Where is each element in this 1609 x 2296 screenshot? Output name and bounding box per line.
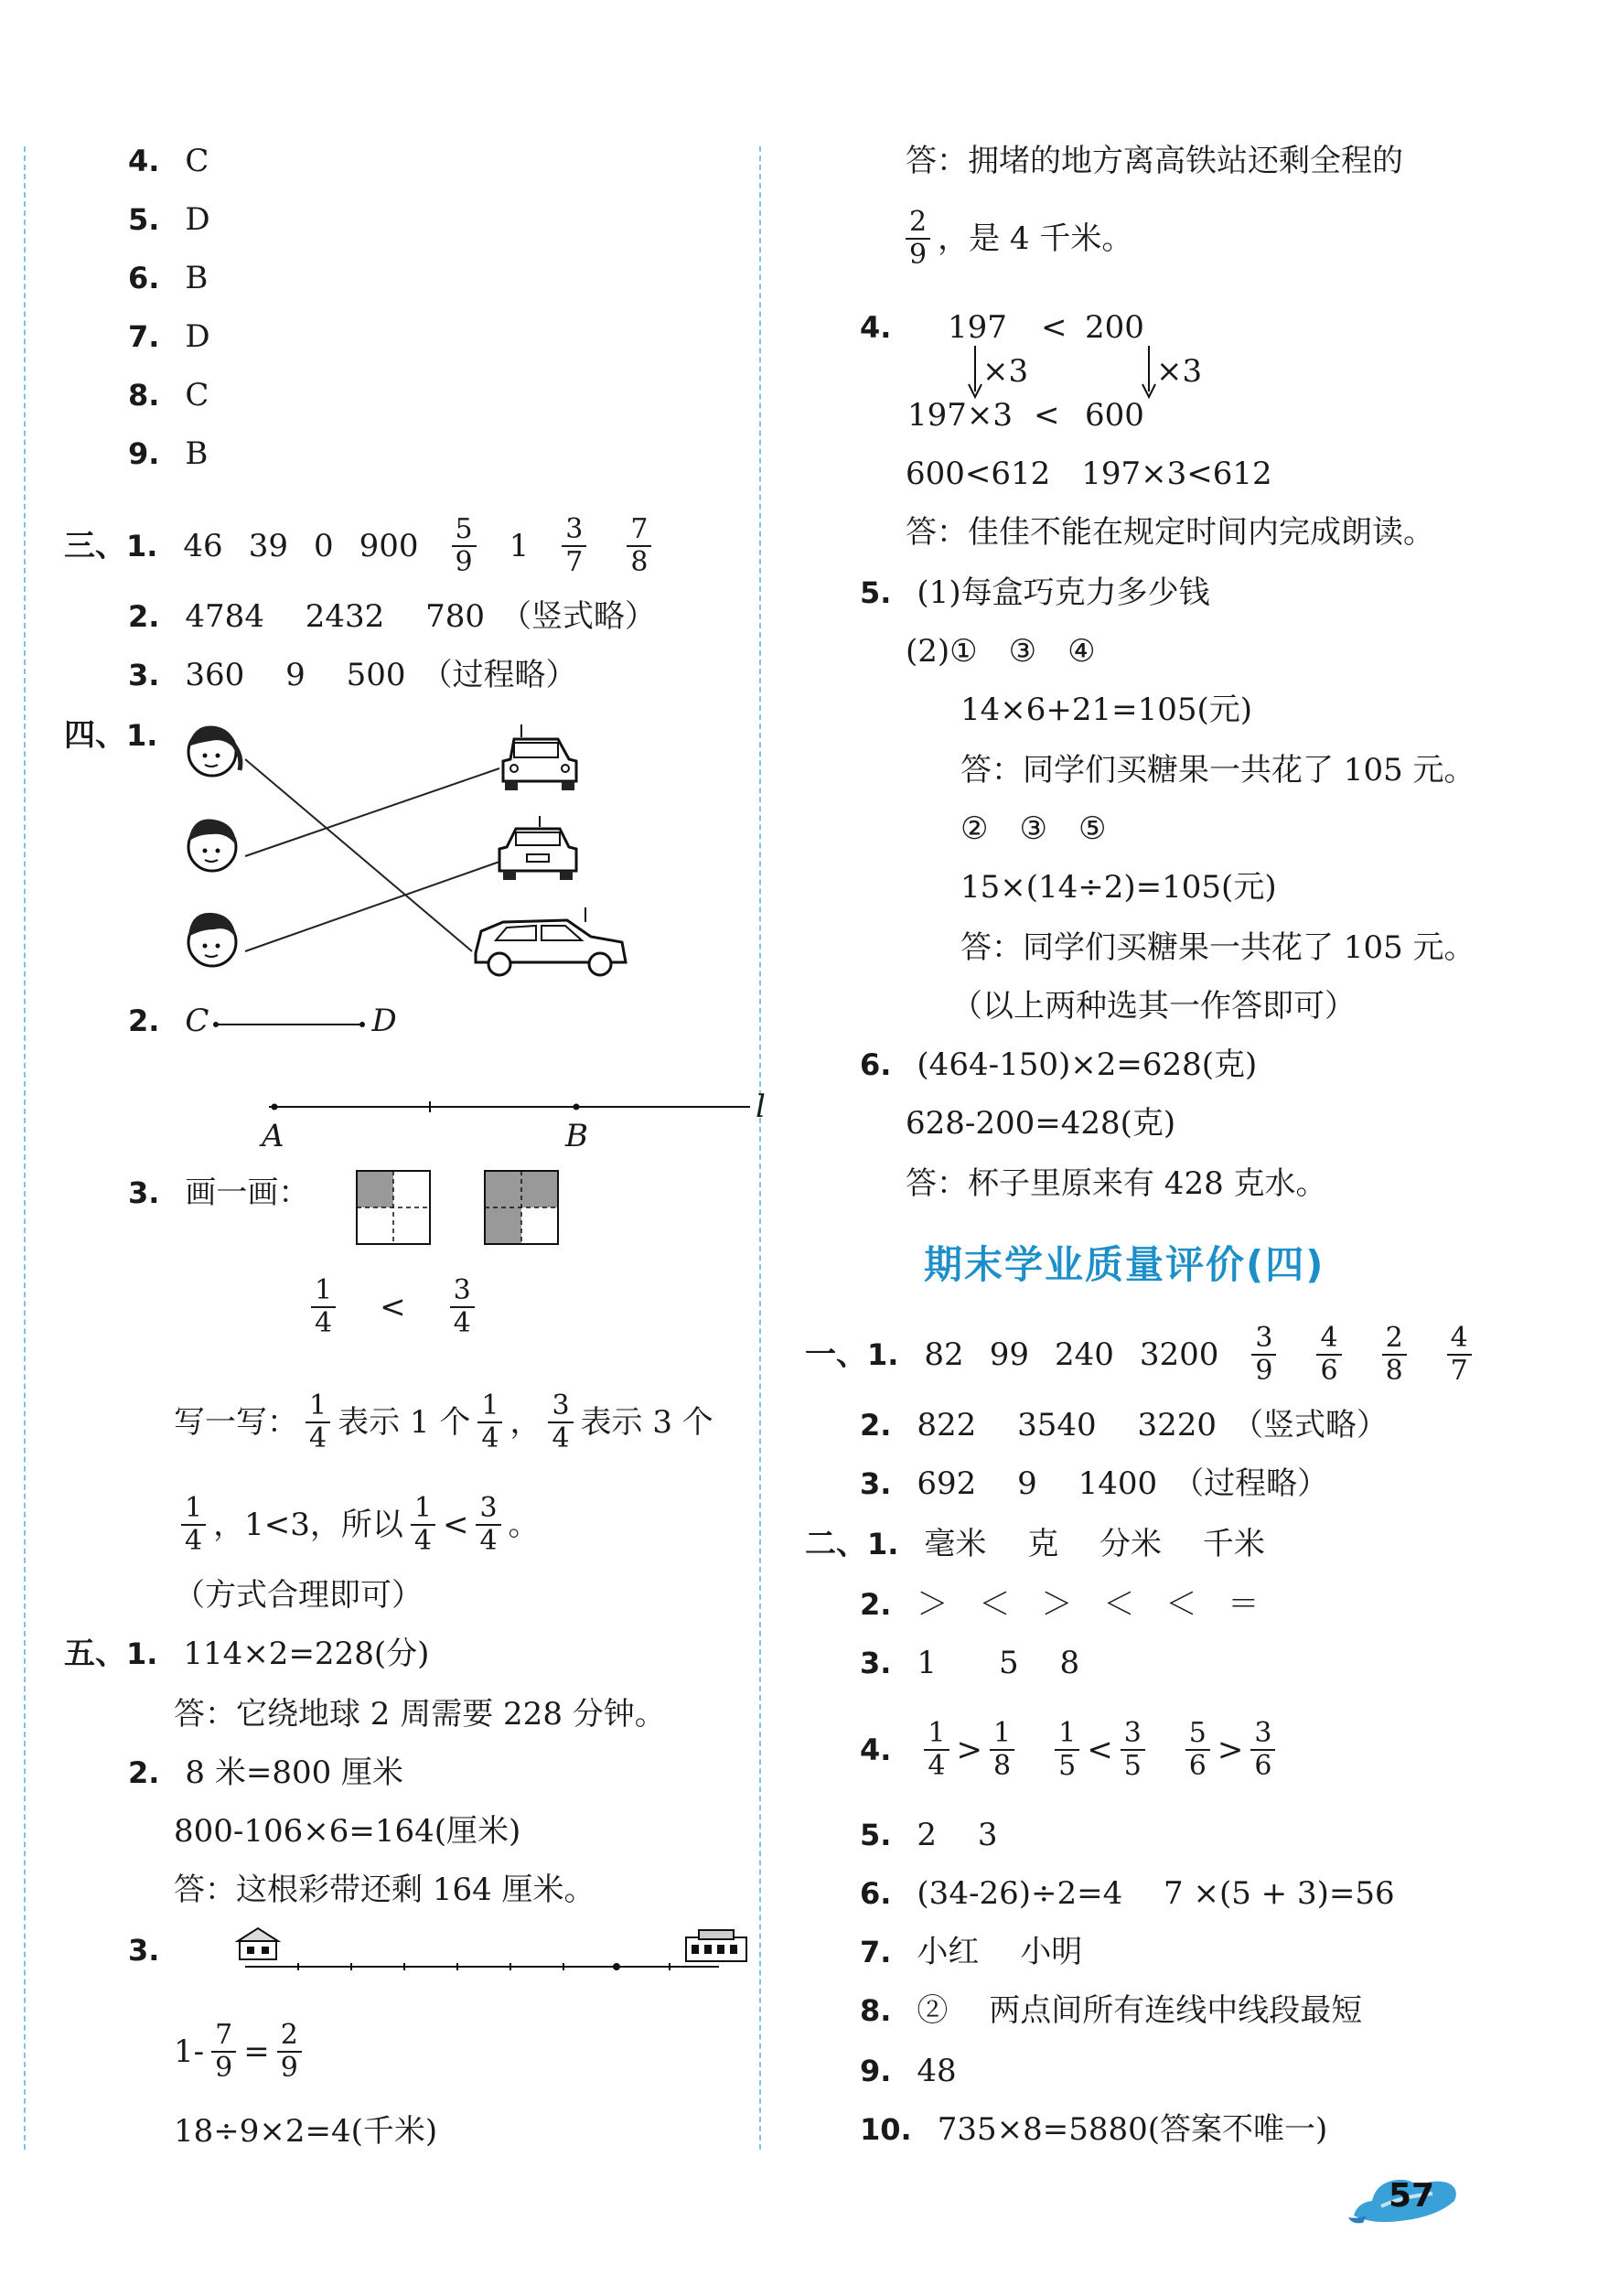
item-number: 9. (860, 2054, 892, 2088)
section-title: 期末学业质量评价(四) (924, 1242, 1325, 1287)
fraction: $\frac{7}{9}$ (211, 2020, 236, 2084)
fraction: $\frac{1}{4}$ (411, 1493, 435, 1557)
text: ，1<3，所以 (213, 1507, 403, 1543)
point-label: C (185, 1003, 209, 1039)
item-number: 8. (860, 1993, 892, 2028)
matching-figure (174, 713, 631, 997)
s5-q1 (64, 1634, 429, 1674)
s5-q3 (128, 1930, 159, 1970)
compare-sign: < (1034, 397, 1060, 434)
answer: (34-26)÷2=4 7 ×(5 + 3)=56 (917, 1875, 1395, 1912)
mc-item (128, 141, 209, 181)
item-number: 9. (128, 436, 160, 471)
text: ，是 4 千米。 (938, 220, 1133, 257)
answer: B (185, 435, 209, 472)
text: (2)① ③ ④ (906, 633, 1096, 670)
value: 0 (313, 528, 334, 564)
value: 3200 (1139, 1336, 1219, 1373)
answer: 48 (917, 2053, 957, 2089)
multiplier: ×3 (1156, 353, 1203, 390)
compare-sign: < (380, 1289, 406, 1325)
s5-q2 (128, 1753, 403, 1793)
fraction-compare (304, 1275, 482, 1339)
text: < (442, 1507, 469, 1543)
item-number: 3. (128, 1933, 160, 1968)
item-number: 1. (126, 529, 158, 563)
child-face-icon (188, 913, 236, 966)
answer: 答：这根彩带还剩 164 厘米。 (174, 1872, 595, 1908)
item-number: 1. (867, 1527, 899, 1561)
answer: 2 3 (917, 1817, 998, 1853)
value: 240 (1054, 1336, 1114, 1373)
match-line (245, 862, 499, 951)
answer: 答：佳佳不能在规定时间内完成朗读。 (906, 514, 1434, 551)
s3-q1 (64, 514, 659, 578)
item-number: 6. (860, 1047, 892, 1082)
p2-q3 (860, 1643, 1079, 1683)
line-segment (212, 1012, 368, 1030)
text: 表示 3 个 (580, 1404, 713, 1441)
section-label: 一、 (805, 1336, 867, 1373)
equation: 628-200=428(克) (906, 1105, 1176, 1142)
page-number: 57 (1389, 2177, 1435, 2215)
answer: 1 5 8 (917, 1645, 1080, 1681)
fraction: $\frac{3}{5}$ (1121, 1718, 1145, 1782)
section-label: 五、 (64, 1636, 126, 1672)
item-number: 3. (860, 1466, 892, 1501)
answer: B (185, 260, 209, 296)
item-number: 4. (128, 144, 160, 178)
item-number: 3. (128, 658, 160, 692)
value: 82 (924, 1336, 964, 1373)
value: 99 (989, 1336, 1029, 1373)
item-number: 2. (860, 1587, 892, 1622)
fraction: $\frac{3}{4}$ (476, 1493, 500, 1557)
equation: 8 米=800 厘米 (185, 1754, 404, 1791)
equation: 15×(14÷2)=105(元) (960, 869, 1277, 906)
equation: 600<612 197×3<612 (906, 456, 1272, 492)
car-front-icon (503, 724, 576, 790)
car-rear-icon (499, 816, 576, 880)
answer: D (185, 318, 210, 355)
text: 表示 1 个 (338, 1404, 471, 1441)
p2-q10 (860, 2109, 1327, 2150)
item-number: 3. (128, 1175, 160, 1210)
fraction: $\frac{7}{8}$ (627, 514, 651, 578)
answer: 692 9 1400 （过程略） (917, 1465, 1329, 1502)
answer: 毫米 克 分米 千米 (924, 1526, 1265, 1562)
p1-q3 (860, 1464, 1328, 1504)
text: 1- (174, 2033, 205, 2070)
answer: 822 3540 3220 （竖式略） (917, 1407, 1388, 1443)
equation: (464-150)×2=628(克) (917, 1046, 1258, 1083)
item-number: 1. (126, 718, 158, 753)
p2-q8 (860, 1990, 1362, 2031)
q6 (860, 1045, 1257, 1085)
instruction: 画一画： (185, 1175, 310, 1211)
item-number: 10. (860, 2112, 912, 2147)
answer: 答：同学们买糖果一共花了 105 元。 (960, 752, 1475, 789)
note: （方式合理即可） (174, 1577, 423, 1614)
mc-item (128, 434, 208, 474)
item-number: 6. (128, 261, 160, 295)
note: （以上两种选其一作答即可） (951, 988, 1356, 1025)
answer-continued (906, 207, 1132, 271)
value: 39 (248, 528, 288, 564)
value: 200 (1085, 309, 1144, 346)
answer: D (185, 201, 210, 238)
answer: C (185, 143, 209, 179)
match-line (245, 768, 499, 856)
value: 1 (509, 528, 530, 564)
s3-q2 (128, 596, 656, 637)
item-number: 7. (860, 1935, 892, 1969)
fraction: $\frac{2}{9}$ (906, 207, 930, 271)
text: = (243, 2033, 270, 2070)
item-number: 3. (860, 1646, 892, 1680)
compare-sign: < (1087, 1732, 1113, 1768)
equation: 114×2=228(分) (183, 1636, 430, 1672)
answer: ＞ ＜ ＞ ＜ ＜ ＝ (917, 1586, 1260, 1623)
answer: 答：它绕地球 2 周需要 228 分钟。 (174, 1696, 666, 1733)
text: 写一写： (174, 1404, 298, 1441)
line-label: l (756, 1089, 766, 1125)
answer: 360 9 500 （过程略） (185, 657, 577, 693)
mc-item (128, 375, 209, 415)
text: ， (510, 1404, 542, 1441)
equation: 800-106×6=164(厘米) (174, 1813, 521, 1850)
p2-q2 (860, 1584, 1259, 1625)
text: ② ③ ⑤ (960, 810, 1107, 847)
section-label: 二、 (805, 1526, 867, 1562)
fraction: $\frac{3}{7}$ (562, 514, 586, 578)
fraction: $\frac{5}{9}$ (452, 514, 477, 578)
item-number: 2. (128, 1003, 160, 1038)
fraction: $\frac{1}{4}$ (181, 1493, 206, 1557)
answer: 735×8=5880(答案不唯一) (937, 2111, 1328, 2148)
p1-q2 (860, 1405, 1388, 1445)
compare-sign: > (1217, 1732, 1244, 1768)
item-number: 1. (126, 1636, 158, 1671)
equation: 14×6+21=105(元) (960, 692, 1253, 728)
text: (1)每盒巧克力多少钱 (917, 574, 1210, 611)
fraction: $\frac{3}{6}$ (1250, 1718, 1275, 1782)
p1-q1 (805, 1323, 1479, 1387)
item-number: 8. (128, 378, 160, 413)
train-station-icon (686, 1930, 746, 1961)
text: 。 (508, 1507, 540, 1543)
child-face-icon (188, 820, 236, 872)
item-number: 6. (860, 1876, 892, 1911)
mc-item (128, 317, 210, 357)
q4 (860, 307, 891, 348)
left-margin-divider (24, 146, 26, 2150)
item-number: 5. (128, 202, 160, 237)
value: 197 (948, 309, 1007, 346)
answer: 4784 2432 780 （竖式略） (185, 598, 656, 635)
fraction: $\frac{1}{4}$ (477, 1390, 502, 1454)
p2-q1 (805, 1524, 1265, 1564)
write-line-2 (174, 1493, 540, 1557)
fraction: $\frac{1}{4}$ (306, 1390, 330, 1454)
item-number: 7. (128, 319, 160, 354)
answer: 答：杯子里原来有 428 克水。 (906, 1165, 1327, 1202)
s4-q2 (128, 1001, 397, 1041)
p2-q9 (860, 2051, 957, 2091)
line-figure (256, 1089, 787, 1153)
item-number: 2. (128, 1755, 160, 1790)
fraction: $\frac{2}{9}$ (277, 2020, 302, 2084)
mc-item (128, 258, 208, 298)
item-number: 2. (128, 599, 160, 634)
value: 900 (359, 528, 419, 564)
compare-sign: > (956, 1732, 983, 1768)
distance-figure (234, 1921, 765, 1985)
item-number: 4. (860, 1733, 892, 1767)
item-number: 5. (860, 575, 892, 610)
value: 600 (1085, 397, 1144, 434)
answer: C (185, 377, 209, 413)
fraction: $\frac{3}{4}$ (548, 1390, 573, 1454)
fraction: $\frac{4}{7}$ (1447, 1323, 1472, 1387)
s4-q3 (128, 1173, 309, 1213)
car-side-icon (476, 907, 626, 975)
answer: 答：拥堵的地方离高铁站还剩全程的 (906, 143, 1403, 179)
point-label: D (371, 1003, 397, 1039)
station-icon (238, 1928, 278, 1959)
item-number: 5. (860, 1818, 892, 1852)
compare-sign: < (1041, 309, 1067, 346)
write-line-1 (174, 1390, 713, 1454)
fraction: $\frac{1}{4}$ (311, 1275, 336, 1339)
p2-q7 (860, 1932, 1082, 1972)
item-number: 2. (860, 1408, 892, 1443)
item-number: 4. (860, 310, 892, 345)
quarter-shaded-square (355, 1169, 434, 1248)
equation: 18÷9×2=4(千米) (174, 2113, 438, 2150)
p2-q5 (860, 1815, 998, 1855)
s5-q3-eq1 (174, 2020, 309, 2084)
s3-q3 (128, 655, 576, 695)
answer: 小红 小明 (917, 1934, 1083, 1970)
value: 197×3 (907, 397, 1014, 434)
mc-item (128, 199, 210, 240)
q5 (860, 573, 1210, 613)
point-label: B (565, 1118, 588, 1154)
answer: ② 两点间所有连线中线段最短 (917, 1992, 1363, 2029)
answer: 答：同学们买糖果一共花了 105 元。 (960, 929, 1475, 966)
point-label: A (262, 1118, 284, 1154)
p2-q4 (860, 1718, 1282, 1782)
fraction: $\frac{1}{4}$ (924, 1718, 949, 1782)
multiplier: ×3 (982, 353, 1029, 390)
fraction: $\frac{5}{6}$ (1185, 1718, 1210, 1782)
fraction: $\frac{3}{4}$ (450, 1275, 475, 1339)
value: 46 (183, 528, 223, 564)
fraction: $\frac{1}{5}$ (1055, 1718, 1079, 1782)
p2-q6 (860, 1873, 1395, 1914)
fraction: $\frac{4}{6}$ (1316, 1323, 1341, 1387)
item-number: 1. (867, 1337, 899, 1372)
fraction: $\frac{2}{8}$ (1382, 1323, 1407, 1387)
s4-q1-label (64, 715, 157, 756)
section-label: 三、 (64, 528, 126, 564)
child-face-icon (188, 725, 241, 776)
section-label: 四、 (64, 717, 126, 754)
fraction: $\frac{3}{9}$ (1251, 1323, 1276, 1387)
three-quarter-shaded-square (483, 1169, 562, 1248)
match-line (245, 759, 472, 951)
fraction: $\frac{1}{8}$ (990, 1718, 1014, 1782)
